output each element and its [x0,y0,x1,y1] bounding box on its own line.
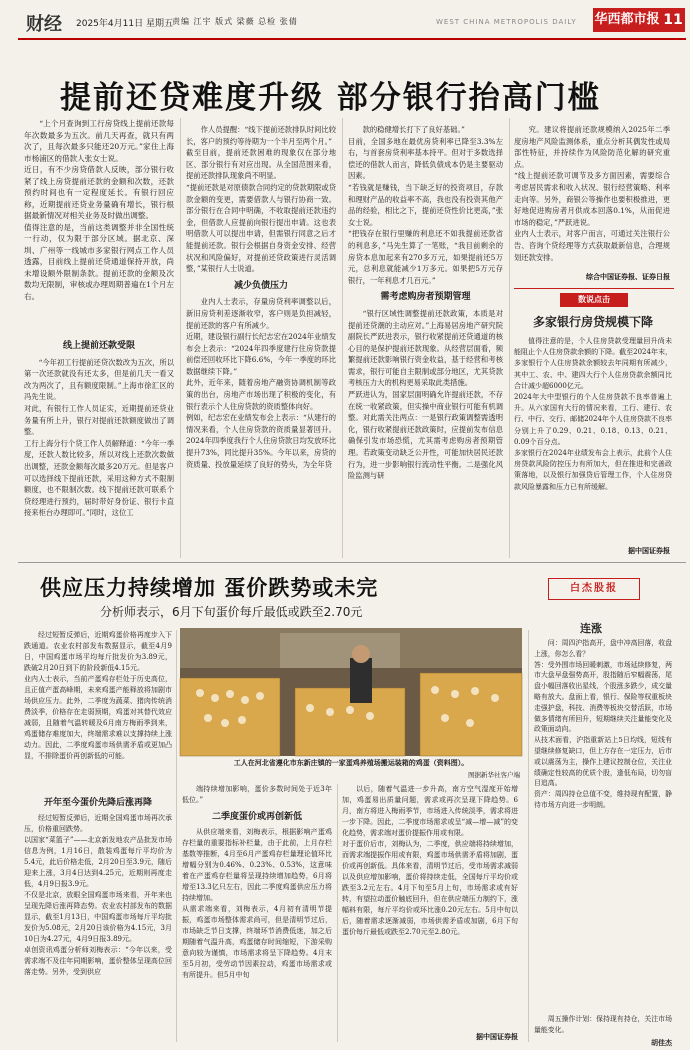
top-story-credit: 综合中国证券报、证券日报 [586,273,670,281]
subhead-3: 需考虑购房者预期管理 [380,292,471,303]
bottom-subhead-1: 开年至今蛋价先降后涨再降 [43,798,152,808]
bottom-col-1 [24,798,172,1042]
bottom-lede [24,630,172,790]
qa-body [534,638,672,1014]
photo-illustration [180,628,522,756]
bottom-col-2 [182,784,332,1042]
col3-text-2: “银行区域性调整提前还款政策，本质是对提前还贷潮的主动应对。”上海易居房地产研究院副院长严跃进表示，银行收紧提前还贷通道的核心目的是保护提前还款现象。从经营层面看，频繁提前还款影响银行资金收益，基于经营和考核需求，银行可能自主限制或部分地区，尤其贷款考核压力大的机构更易采取此类措施。 严跃进认为，国家层面明确允许提前还款，不存在统一收紧政策，但实操中商业银行可能有机调整。对此需关注两点：一是银行政策调整需透明化，银行收紧提前还款政策时，应提前发布信息确保引发市场恐慌，尤其需考虑购房者预期管理。若政策变动缺乏公开性，可能加快居民还款行为，进一步影响银行流动性平衡。二是强化风险监测与研 [348,308,503,481]
top-col-3 [348,124,503,556]
bottom-col1-text: 经过短暂反弹后，近期全国鸡蛋市场再次承压，价格重回跌势。 以国家“菜篮子”——北京新发地农产品批发市场信息为例，1月16日，散装鸡蛋每斤平均价为5.4元，此后价格走低，2月20日至3.9元，随后迎来上涨，3月4日达到4.25元，近期则再度走低，4月9日报3.9元。 不仅是北京，放眼全国鸡蛋市场来看，开年来也呈现先降后涨再降态势。农业农村部发布的数据显示，截至1月13日，中国鸡蛋市场每斤平均批发价为5.08元，2月20日该价格为4.15元，3月10日为4.27元，4月9日报3.89元。 卓创资讯鸡蛋分析师刘梅表示：“今年以来，受需求端不及往年同期影响，蛋价整体呈现高位回落走势。另外，受到供应 [24,814,172,976]
qa-author: 胡佳杰 [651,1039,672,1047]
subhead-1: 线上提前还款受限 [62,341,135,351]
sidebar-headline: 多家银行房贷规模下降 [532,315,653,329]
col2-text-2: 业内人士表示，存量房贷利率调整以后，新旧房贷利差逐渐收窄，客户则是负担减轻，提前还款的客户有所减少。 近期，建设银行副行长纪志宏在2024年业绩发布会上表示：“2024年四季度建行住房贷款提前偿还回收环比下降6.6%，今年一季度的环比数据继续下降。” 此外，近年来，随着房地产融资协调机制等政策的出台，房地产市场出现了积极的变化，有银行表示个人住房贷款的资质整体向好。 例如，纪志宏在业绩发布会上表示：“从建行的情况来看，个人住房贷款的资质量显著回升。2024年四季度我行个人住房贷款日均发放环比提升73%，同比提升35%。今年以来，房贷的资质量、投放量延续了良好的势头，为全年贷 [186,297,336,469]
divider [342,118,343,558]
qa-closing-text: 周五操作计划：保持现有持仓，关注市场量能变化。 [534,1015,672,1034]
sidebar-text: 值得注意的是，个人住房贷款受理量回升尚未能阻止个人住房贷款余额的下降。截至2024年末，多家银行个人住房贷款余额较去年同期有所减少，其中工、农、中、建四大行个人住房贷款余额同比合计减少超6000亿元。 2024年大中型银行的个人住房贷款不良率普遍上升。从六家国有大行的情况来看，工行、建行、农行、中行、交行、邮储2024年个人住房贷款不良率分别上升了0.29、0.21、0.18、0.13、0.21、0.09个百分点。 多家银行在2024年业绩发布会上表示，此前个人住房贷款风险防控压力有所加大，但在推进和完善政策落地，以及银行加强贷后管理工作，个人住房贷款风险暴露和压力已有所缓解。 [514,337,672,491]
lede-text: “上个月查询到工行房贷线上提前还款每年次数最多为五次。前几天再查，就只有两次了，且每次最多只能还20万元。”家住上海市杨浦区的借款人张女士说。 近日，有不少房贷借款人反映，部分银行收紧了线上房贷提前还款的金额和次数，还款预约时间也有一定程度延长。有银行回应称，近期提前还贷业务量确有增长，银行根据最新情况对相关业务及时做出调整。 值得注意的是，当前这类调整并非全国性统一行动，仅为限于部分区域。据北京、深圳、广州等一线城市多家银行网点工作人员透露，目前线上提前还贷通道保持开放，尚未增设额外限制条款。提前还款的金额及次数均无限制，审核或办理周期普遍在1个月左右。 [24,119,174,301]
divider [528,630,529,1042]
bottom-col2-text-2: 从供应端来看，刘梅表示，根据影响产蛋鸡存栏量的重要指标补栏量，由于此前，上月存栏基数等推断，4月至6月产蛋鸡存栏量理论值环比增幅分别为0.46%、0.23%、0.53%，这意味着在产蛋鸡存栏量将呈现持续增加趋势，6月将增至13.3亿只左右，因此二季度鸡蛋供应压力将持续增加。 从需求端来看，刘梅表示，4月初有清明节提振，鸡蛋市场整体需求尚可，但是清明节过后，市场缺乏节日支撑，终端环节消费低迷，加之后期随着气温升高，鸡蛋储存时间缩短，下游采购意向较为谨慎，市场需求将呈下降趋势。4月末至5月初，受劳动节因素拉动，鸡蛋市场需求或有所提升。但5月中旬 [182,828,332,979]
sidebar-body [514,336,672,544]
qa-closing [534,1014,672,1038]
photo-caption: 工人在河北省遵化市东新庄镇的一家蛋鸡养殖场搬运装箱的鸡蛋（资料图）。 [233,759,469,767]
top-col-4 [514,124,670,269]
bottom-col3-text: 以后，随着气温进一步升高，南方空气湿度开始增加，鸡蛋易出质量问题，需求或再次呈现下降趋势。6月，南方将进入梅雨季节，市场进入传统淡季，需求将进一步下降。因此，二季度市场需求或呈“减—增—减”的变化趋势，需求端对蛋价提振作用或有限。 对于蛋价后市，刘梅认为，二季度，供应端将持续增加，而需求端提振作用或有限，鸡蛋市场供需矛盾将加剧，蛋价或再创新低。具体来看，清明节过后，受市场需求减弱以及供应增加影响，蛋价将持续走低，全国每斤平均价或跌至3.2元左右。4月下旬至5月上旬，市场需求或有好转，有望拉动蛋价触底回升，但在供应端压力制约下，涨幅料有限，每斤平均价或环比涨0.20元左右。5月中旬以后，随着需求逐渐减弱，市场供需矛盾或加剧，6月下旬蛋价每斤最低或跌至2.70元至2.80元。 [342,785,518,936]
editor-credits: 责编 江宇 版式 梁薇 总检 张倩 [172,17,298,26]
top-lede [24,118,174,301]
page-number: 11 [661,8,685,32]
bottom-col2-text: 端持续增加影响，蛋价多数时间处于近3年低位。” [182,785,332,804]
sidebar-credit: 据中国证券报 [628,547,670,555]
col1-text: “今年初工行提前还贷次数改为五次，所以第一次还款就没有还太多，但是前几天一看又改为两次了，且有额度限制。”上海市徐汇区的冯先生说。 对此，有银行工作人员证实，近期提前还贷业务量有所上升，银行对提前还款额度做出了调整。 工行上海分行个贷工作人员解释道：“今年一季度，还款人数比较多，所以对线上还款次数做出调整，还款金额每次最多20万元。但是客户可以选择线下提前还款，采用这种方式不限制额度，也不限制次数。线下提前还款可联系个贷经理进行预约，届时带好身份证、银行卡直接来柜台办理即可。”同时，这位工 [24,357,174,518]
paper-name-english: WEST CHINA METROPOLIS DAILY [436,18,577,26]
photo-credit: 图据新华社客户端 [468,771,520,779]
paper-logo: 华西都市报 [593,8,661,32]
section-name: 财经 [26,14,62,35]
bottom-subhead-2: 二季度蛋价或再创新低 [211,812,302,822]
sidebar-tag: 数说点击 [560,293,628,307]
divider [176,630,177,1042]
bottom-headline: 供应压力持续增加 蛋价跌势或未完 [40,576,379,600]
egg-farm-photo [180,628,522,756]
col2-text: 作人员提醒：“线下提前还款排队时间比较长，客户的预约等待期为一个半月至两个月。” 截至目前，提前还款困难的现象仅在部分地区、部分银行有对应出现。从全国范围来看，提前还款排队现象尚不明显。 “提前还款是对原债款合同约定的贷款期限或贷款金额的变更，需要借款人与银行协商一致。部分银行在合同中明确，不收取提前还款违约金，但借款人应提前向银行提出申请。这也表明借款人可以提出申请，但需银行同意之后才能提前还款。银行会根据自身资金安排、经营状况和风险偏好，对提前还贷政策进行灵活调整，”某银行人士说道。 [186,125,336,274]
bottom-subheadline: 分析师表示，6月下旬蛋价每斤最低或跌至2.70元 [100,605,363,619]
subhead-2: 减少负债压力 [233,280,288,291]
bottom-col-3 [342,784,518,1030]
divider [509,118,510,558]
qa-column-title: 连涨 [580,622,602,635]
top-headline: 提前还贷难度升级 部分银行抬高门槛 [60,80,601,116]
col4-text: 究。建议将提前还款规模纳入2025年二季度房地产风险监测体系，重点分析其偶发性或局部性特征，并持续作为风险防范化解的研究重点。 “线上提前还款可调节及多方面因素，需要综合考虑居民需求和收入状况、银行经营策略、利率走向等。另外，商银公等操作也要积极推进，更好地促进购房者月供成本回落0.1%，从而促进市场的稳定，”严跃进说。 业内人士表示，对客户而言，可通过关注银行公告、咨询个贷经理等方式获取最新信息，合理规划还款安排。 [514,125,670,262]
issue-date: 2025年4月11日 星期五 [76,19,173,29]
top-col-2 [186,124,336,556]
bottom-story-credit: 据中国证券报 [476,1033,518,1041]
qa-text: 问：周四沪指高开，盘中冲高回落，收盘上涨，你怎么看？ 答：受外围市场回暖刺激，市场延续修复，两市大盘早盘强势高开，股指随后窄幅震荡，尾盘小幅回落收出星线，个股涨多跌少，成交量略有放大。盘面上看，银行、保险等权重板块走强护盘，科技、消费等板块交替活跃，市场做多情绪有所回升，短期继续关注量能变化及政策面动向。 从技术面看，沪指重新站上5日均线，短线有望继续修复缺口，但上方存在一定压力，后市或以震荡为主，操作上建议控制仓位，关注业绩确定性较高的优质个股，逢低布局，切勿盲目追高。 资产：周四持仓总值不变，维持现有配置，静待市场方向进一步明朗。 [534,639,672,809]
section-divider [18,562,686,563]
qa-column-tag: 白杰股报 [548,578,640,600]
masthead-rule [18,38,686,40]
top-col-1 [24,341,174,558]
bottom-lede-text: 经过短暂反弹后，近期鸡蛋价格再度步入下跌通道。农业农村部发布数据显示，截至4月9日，中国鸡蛋市场平均每斤批发价为3.89元，跌破2月20日到下的阶段新低4.15元。 业内人士表示，当前产蛋鸡存栏处于历史高位，且正值产蛋高峰期，未来鸡蛋产能释放将加剧市场供应压力。此外，二季度为蔬菜、猪肉传统消费淡季，价格存在走弱预期，鸡蛋对其替代效应减弱，且随着气温转暖及6月南方梅雨季到来，鸡蛋储存难度加大，终端需求难以支撑持续上涨动力。因此，二季度鸡蛋市场供需矛盾或更加凸显，不排除蛋价再创新低的可能。 [24,631,172,760]
divider [180,118,181,558]
divider [337,784,338,1042]
col3-text: 款的稳健增长打下了良好基础。” 目前，全国多地在最优房贷利率已降至3.3%左右，与首套房贷利率基本持平。但对于多数选择偿还的借款人而言，降低负债成本仍是主要驱动因素。 “若钱就是赚钱，当下缺乏好的投资项目，存款和理财产品的收益率不高，我也没有投资其他产品的经验，相比之下，提前还贷性价比更高，”张女士说。 “把钱存在银行里赚的利息还不如我提前还款省的利息多，”马先生算了一笔账，“我目前剩余的房贷本息加起来有270多万元，如果提前还5万元，总利息就能减少1万多元。如果把5万元存银行，一年利息才几百元。” [348,125,503,285]
